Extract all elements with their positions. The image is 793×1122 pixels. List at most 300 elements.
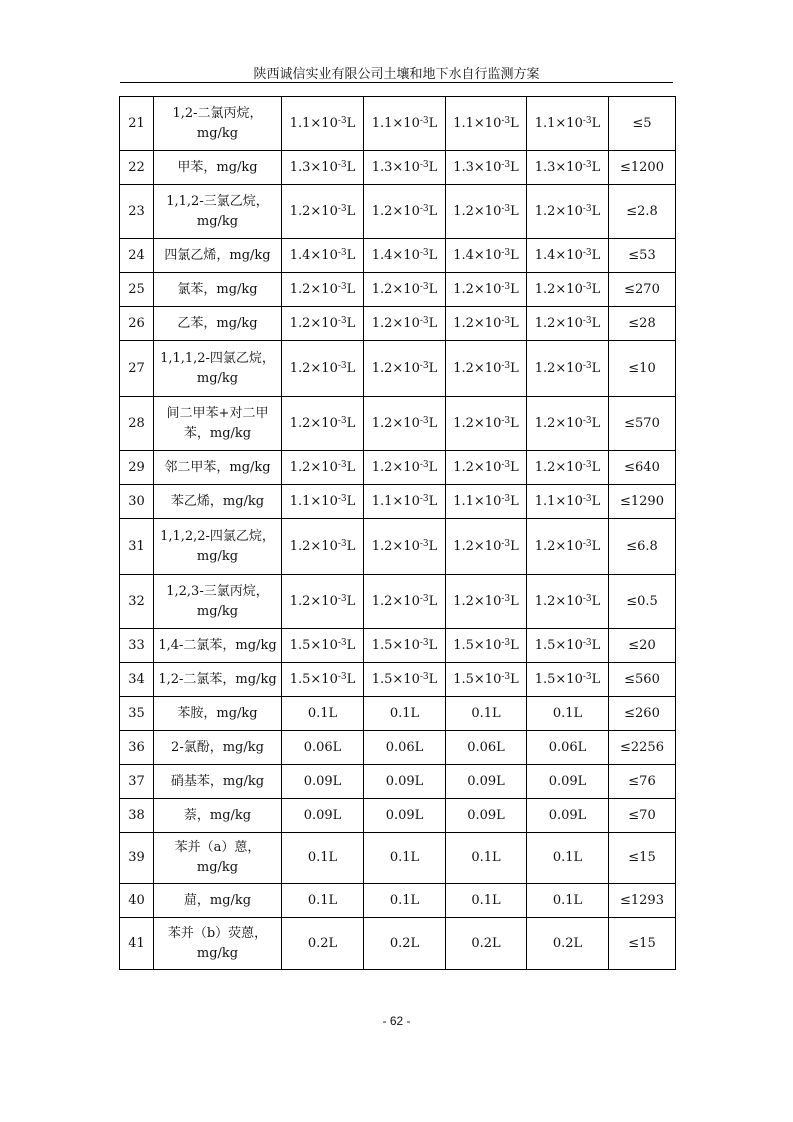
parameter-name: 苯并（a）蒽，mg/kg (154, 833, 282, 884)
value-suffix: L (346, 671, 356, 687)
header-rule (120, 82, 673, 83)
value-exponent: -3 (337, 159, 347, 170)
result-cell (364, 918, 446, 970)
result-cell (364, 731, 446, 765)
parameter-name: 氯苯，mg/kg (154, 273, 282, 307)
value-mantissa: 1.3×10 (289, 159, 338, 175)
value-exponent: -3 (419, 671, 429, 682)
limit-value: ≤570 (609, 397, 676, 451)
result-cell (446, 397, 527, 451)
value-suffix: L (591, 637, 601, 653)
table-row (120, 273, 676, 307)
limit-value: ≤10 (609, 341, 676, 397)
value-mantissa: 1.2×10 (534, 415, 583, 431)
result-cell (527, 239, 609, 273)
value-exponent: -3 (337, 637, 347, 648)
value-mantissa: 0.06L (548, 739, 587, 755)
value-exponent: -3 (582, 281, 592, 292)
value-mantissa: 1.3×10 (453, 159, 502, 175)
value-suffix: L (510, 493, 519, 509)
parameter-name: 1,1,1,2-四氯乙烷，mg/kg (154, 341, 282, 397)
value-mantissa: 1.2×10 (453, 360, 502, 376)
row-number: 31 (120, 519, 154, 575)
value-mantissa: 1.4×10 (534, 247, 583, 263)
value-mantissa: 1.1×10 (289, 493, 338, 509)
row-number: 29 (120, 451, 154, 485)
value-suffix: L (346, 247, 356, 263)
value-suffix: L (510, 315, 519, 331)
value-mantissa: 0.09L (303, 773, 342, 789)
value-mantissa: 0.09L (548, 807, 587, 823)
value-mantissa: 1.2×10 (534, 459, 583, 475)
value-exponent: -3 (582, 415, 592, 426)
value-mantissa: 0.2L (389, 935, 420, 951)
value-mantissa: 1.3×10 (534, 159, 583, 175)
result-cell (364, 663, 446, 697)
limit-value: ≤5 (609, 97, 676, 151)
limit-value: ≤0.5 (609, 575, 676, 629)
value-suffix: L (591, 159, 601, 175)
result-cell (282, 485, 364, 519)
limit-value: ≤20 (609, 629, 676, 663)
value-exponent: -3 (337, 315, 347, 326)
value-exponent: -3 (501, 281, 511, 292)
value-exponent: -3 (337, 593, 347, 604)
value-suffix: L (428, 281, 438, 297)
value-mantissa: 0.1L (307, 892, 338, 908)
value-exponent: -3 (419, 247, 429, 258)
value-mantissa: 1.2×10 (534, 593, 583, 609)
parameter-name: 间二甲苯+对二甲苯，mg/kg (154, 397, 282, 451)
limit-value: ≤53 (609, 239, 676, 273)
value-exponent: -3 (501, 159, 511, 170)
value-mantissa: 1.2×10 (371, 593, 420, 609)
value-suffix: L (428, 671, 438, 687)
result-cell (364, 239, 446, 273)
value-suffix: L (591, 247, 601, 263)
value-exponent: -3 (337, 247, 347, 258)
value-mantissa: 1.5×10 (453, 637, 502, 653)
value-mantissa: 1.2×10 (289, 360, 338, 376)
value-mantissa: 1.2×10 (534, 203, 583, 219)
value-exponent: -3 (419, 360, 429, 371)
value-mantissa: 0.06L (385, 739, 424, 755)
value-suffix: L (346, 415, 356, 431)
result-cell (282, 884, 364, 918)
result-cell (527, 799, 609, 833)
value-suffix: L (428, 493, 438, 509)
limit-value: ≤15 (609, 918, 676, 970)
value-suffix: L (591, 538, 601, 554)
result-cell (364, 485, 446, 519)
value-exponent: -3 (419, 281, 429, 292)
value-suffix: L (510, 593, 519, 609)
result-cell (364, 273, 446, 307)
result-cell (527, 731, 609, 765)
result-cell (527, 397, 609, 451)
limit-value: ≤2256 (609, 731, 676, 765)
result-cell (364, 519, 446, 575)
result-cell (446, 799, 527, 833)
value-mantissa: 1.1×10 (371, 115, 420, 131)
result-cell (446, 918, 527, 970)
result-cell (364, 151, 446, 185)
value-suffix: L (346, 115, 356, 131)
result-cell (282, 185, 364, 239)
row-number: 28 (120, 397, 154, 451)
value-suffix: L (346, 637, 356, 653)
result-cell (527, 918, 609, 970)
value-suffix: L (428, 593, 438, 609)
value-exponent: -3 (501, 459, 511, 470)
table-row (120, 833, 676, 884)
value-suffix: L (591, 281, 601, 297)
value-mantissa: 1.2×10 (289, 593, 338, 609)
row-number: 38 (120, 799, 154, 833)
value-mantissa: 0.06L (467, 739, 505, 755)
value-mantissa: 0.1L (307, 705, 338, 721)
value-exponent: -3 (582, 159, 592, 170)
value-mantissa: 0.1L (389, 892, 420, 908)
value-exponent: -3 (582, 538, 592, 549)
result-cell (282, 663, 364, 697)
value-suffix: L (591, 203, 601, 219)
result-cell (364, 833, 446, 884)
value-suffix: L (428, 203, 438, 219)
value-exponent: -3 (501, 115, 511, 126)
table-row (120, 884, 676, 918)
value-mantissa: 1.2×10 (371, 315, 420, 331)
value-exponent: -3 (337, 415, 347, 426)
result-cell (282, 97, 364, 151)
value-exponent: -3 (582, 203, 592, 214)
parameter-name: 1,1,2,2-四氯乙烷，mg/kg (154, 519, 282, 575)
value-mantissa: 1.2×10 (289, 281, 338, 297)
value-suffix: L (591, 360, 601, 376)
limit-value: ≤2.8 (609, 185, 676, 239)
parameter-name: 2-氯酚，mg/kg (154, 731, 282, 765)
result-cell (446, 341, 527, 397)
value-mantissa: 1.2×10 (371, 281, 420, 297)
row-number: 22 (120, 151, 154, 185)
value-suffix: L (510, 203, 519, 219)
result-cell (282, 151, 364, 185)
value-mantissa: 1.4×10 (371, 247, 420, 263)
result-cell (364, 97, 446, 151)
value-suffix: L (346, 593, 356, 609)
result-cell (446, 575, 527, 629)
table-row (120, 629, 676, 663)
result-cell (282, 575, 364, 629)
value-exponent: -3 (337, 281, 347, 292)
value-exponent: -3 (337, 115, 347, 126)
result-cell (527, 273, 609, 307)
parameter-name: 1,2-二氯丙烷，mg/kg (154, 97, 282, 151)
value-mantissa: 1.2×10 (371, 203, 420, 219)
row-number: 30 (120, 485, 154, 519)
value-mantissa: 0.1L (307, 850, 338, 865)
table-row (120, 185, 676, 239)
result-cell (282, 833, 364, 884)
value-mantissa: 1.4×10 (453, 247, 502, 263)
result-cell (527, 519, 609, 575)
value-mantissa: 1.2×10 (289, 538, 338, 554)
result-cell (446, 519, 527, 575)
result-cell (282, 397, 364, 451)
value-mantissa: 1.2×10 (371, 360, 420, 376)
value-exponent: -3 (501, 671, 511, 682)
table-row (120, 485, 676, 519)
value-exponent: -3 (582, 360, 592, 371)
table-body (120, 97, 676, 970)
table-row (120, 697, 676, 731)
value-exponent: -3 (501, 247, 511, 258)
result-cell (527, 765, 609, 799)
parameter-name: 䓛，mg/kg (154, 884, 282, 918)
row-number: 24 (120, 239, 154, 273)
value-mantissa: 1.2×10 (453, 538, 502, 554)
value-mantissa: 1.2×10 (453, 315, 502, 331)
parameter-name: 1,2-二氯苯，mg/kg (154, 663, 282, 697)
result-cell (446, 307, 527, 341)
row-number: 36 (120, 731, 154, 765)
table-row (120, 765, 676, 799)
result-cell (527, 485, 609, 519)
value-mantissa: 1.1×10 (534, 493, 583, 509)
parameter-name: 苯并（b）荧蒽，mg/kg (154, 918, 282, 970)
result-cell (446, 485, 527, 519)
value-exponent: -3 (337, 538, 347, 549)
value-exponent: -3 (501, 493, 511, 504)
value-suffix: L (510, 360, 519, 376)
value-mantissa: 0.1L (552, 705, 583, 721)
value-suffix: L (346, 538, 356, 554)
result-cell (527, 629, 609, 663)
value-mantissa: 1.1×10 (453, 115, 502, 131)
table-row (120, 663, 676, 697)
table-row (120, 151, 676, 185)
value-mantissa: 1.3×10 (371, 159, 420, 175)
value-exponent: -3 (337, 203, 347, 214)
value-suffix: L (510, 415, 519, 431)
value-mantissa: 1.2×10 (371, 538, 420, 554)
result-cell (282, 765, 364, 799)
value-mantissa: 1.1×10 (371, 493, 420, 509)
limit-value: ≤70 (609, 799, 676, 833)
result-cell (527, 97, 609, 151)
limit-value: ≤640 (609, 451, 676, 485)
table-row (120, 575, 676, 629)
value-exponent: -3 (419, 493, 429, 504)
row-number: 21 (120, 97, 154, 151)
value-exponent: -3 (337, 459, 347, 470)
value-suffix: L (346, 360, 356, 376)
table-row (120, 731, 676, 765)
value-suffix: L (591, 593, 601, 609)
result-cell (364, 697, 446, 731)
value-suffix: L (346, 315, 356, 331)
table-row (120, 307, 676, 341)
result-cell (282, 629, 364, 663)
limit-value: ≤6.8 (609, 519, 676, 575)
value-mantissa: 1.2×10 (453, 415, 502, 431)
value-suffix: L (591, 671, 601, 687)
value-mantissa: 1.1×10 (534, 115, 583, 131)
result-cell (282, 273, 364, 307)
value-exponent: -3 (501, 538, 511, 549)
value-suffix: L (428, 415, 438, 431)
value-mantissa: 0.1L (471, 892, 501, 908)
value-mantissa: 0.1L (471, 850, 501, 865)
row-number: 27 (120, 341, 154, 397)
row-number: 39 (120, 833, 154, 884)
value-suffix: L (428, 637, 438, 653)
value-suffix: L (591, 315, 601, 331)
result-cell (282, 307, 364, 341)
value-mantissa: 1.5×10 (534, 671, 583, 687)
parameter-name: 四氯乙烯，mg/kg (154, 239, 282, 273)
result-cell (282, 697, 364, 731)
value-suffix: L (591, 459, 601, 475)
result-cell (364, 629, 446, 663)
value-suffix: L (510, 115, 519, 131)
parameter-name: 甲苯，mg/kg (154, 151, 282, 185)
value-suffix: L (510, 159, 519, 175)
row-number: 34 (120, 663, 154, 697)
value-mantissa: 0.09L (467, 773, 505, 789)
value-suffix: L (591, 493, 601, 509)
result-cell (446, 273, 527, 307)
parameter-name: 萘，mg/kg (154, 799, 282, 833)
page-header: 陕西诚信实业有限公司土壤和地下水自行监测方案 (253, 67, 540, 82)
result-cell (527, 833, 609, 884)
value-mantissa: 0.09L (385, 807, 424, 823)
limit-value: ≤76 (609, 765, 676, 799)
value-mantissa: 1.2×10 (534, 360, 583, 376)
value-mantissa: 1.2×10 (534, 281, 583, 297)
result-cell (446, 97, 527, 151)
value-mantissa: 1.2×10 (453, 593, 502, 609)
result-cell (446, 629, 527, 663)
value-exponent: -3 (501, 637, 511, 648)
value-mantissa: 0.1L (552, 850, 583, 865)
result-cell (364, 307, 446, 341)
result-cell (282, 799, 364, 833)
row-number: 41 (120, 918, 154, 970)
value-exponent: -3 (582, 493, 592, 504)
value-exponent: -3 (337, 493, 347, 504)
limit-value: ≤1200 (609, 151, 676, 185)
monitoring-table (119, 96, 676, 970)
parameter-name: 1,2,3-三氯丙烷，mg/kg (154, 575, 282, 629)
row-number: 25 (120, 273, 154, 307)
value-exponent: -3 (419, 459, 429, 470)
value-exponent: -3 (501, 360, 511, 371)
value-mantissa: 0.06L (303, 739, 342, 755)
value-mantissa: 0.2L (552, 935, 583, 951)
value-mantissa: 1.5×10 (371, 671, 420, 687)
value-mantissa: 0.09L (467, 807, 505, 823)
table-row (120, 397, 676, 451)
result-cell (527, 663, 609, 697)
value-exponent: -3 (419, 415, 429, 426)
value-suffix: L (510, 459, 519, 475)
table-row (120, 451, 676, 485)
value-mantissa: 1.5×10 (289, 637, 338, 653)
table-row (120, 799, 676, 833)
value-exponent: -3 (419, 538, 429, 549)
value-suffix: L (428, 315, 438, 331)
value-mantissa: 0.2L (307, 935, 338, 951)
value-exponent: -3 (419, 315, 429, 326)
value-suffix: L (346, 159, 356, 175)
value-mantissa: 1.2×10 (371, 459, 420, 475)
value-exponent: -3 (419, 203, 429, 214)
value-exponent: -3 (337, 671, 347, 682)
value-exponent: -3 (419, 159, 429, 170)
result-cell (364, 341, 446, 397)
value-mantissa: 0.1L (471, 705, 501, 721)
result-cell (446, 185, 527, 239)
value-mantissa: 1.2×10 (289, 459, 338, 475)
result-cell (446, 663, 527, 697)
result-cell (527, 451, 609, 485)
value-exponent: -3 (582, 315, 592, 326)
table-row (120, 519, 676, 575)
value-mantissa: 0.09L (303, 807, 342, 823)
value-mantissa: 0.2L (471, 935, 501, 951)
parameter-name: 苯乙烯，mg/kg (154, 485, 282, 519)
limit-value: ≤260 (609, 697, 676, 731)
parameter-name: 1,4-二氯苯，mg/kg (154, 629, 282, 663)
result-cell (364, 575, 446, 629)
value-exponent: -3 (501, 315, 511, 326)
value-exponent: -3 (337, 360, 347, 371)
value-mantissa: 1.5×10 (289, 671, 338, 687)
result-cell (446, 833, 527, 884)
result-cell (364, 451, 446, 485)
value-mantissa: 1.2×10 (371, 415, 420, 431)
value-exponent: -3 (419, 115, 429, 126)
row-number: 37 (120, 765, 154, 799)
value-suffix: L (510, 538, 519, 554)
value-suffix: L (428, 360, 438, 376)
result-cell (282, 239, 364, 273)
value-suffix: L (428, 247, 438, 263)
result-cell (446, 884, 527, 918)
value-mantissa: 0.1L (389, 705, 420, 721)
limit-value: ≤560 (609, 663, 676, 697)
table-row (120, 239, 676, 273)
limit-value: ≤1290 (609, 485, 676, 519)
result-cell (446, 151, 527, 185)
value-mantissa: 1.2×10 (289, 415, 338, 431)
limit-value: ≤270 (609, 273, 676, 307)
value-mantissa: 1.1×10 (289, 115, 338, 131)
value-mantissa: 0.09L (385, 773, 424, 789)
value-exponent: -3 (501, 593, 511, 604)
value-mantissa: 1.2×10 (453, 459, 502, 475)
value-suffix: L (428, 538, 438, 554)
value-suffix: L (346, 493, 356, 509)
value-mantissa: 0.09L (548, 773, 587, 789)
parameter-name: 乙苯，mg/kg (154, 307, 282, 341)
parameter-name: 1,1,2-三氯乙烷，mg/kg (154, 185, 282, 239)
value-exponent: -3 (501, 415, 511, 426)
value-suffix: L (591, 115, 601, 131)
result-cell (446, 239, 527, 273)
parameter-name: 邻二甲苯，mg/kg (154, 451, 282, 485)
